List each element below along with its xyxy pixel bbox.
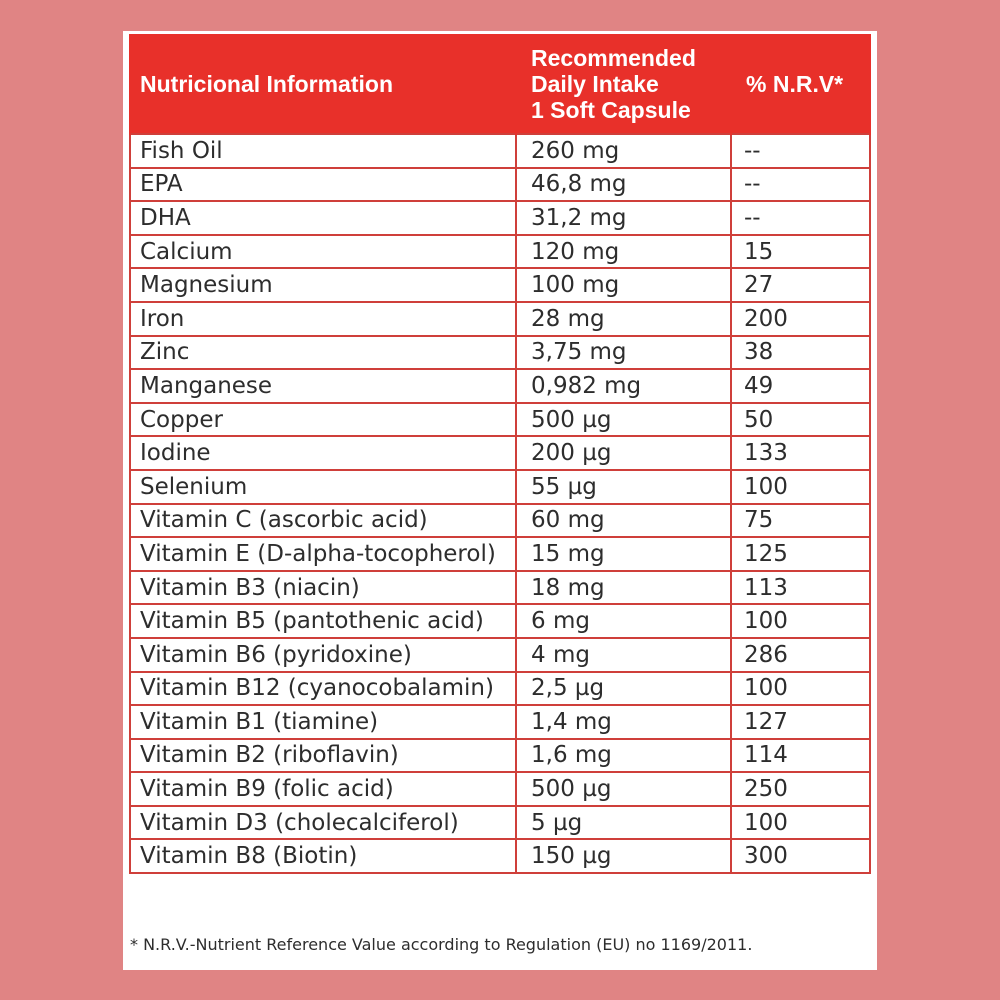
table-row: [130, 806, 870, 840]
intake-cell: 100 mg: [516, 268, 731, 302]
table-row: [130, 268, 870, 302]
intake-cell: 500 µg: [516, 403, 731, 437]
intake-cell: 5 µg: [516, 806, 731, 840]
intake-cell: 1,4 mg: [516, 705, 731, 739]
table-row: [130, 235, 870, 269]
nrv-cell: --: [731, 134, 870, 168]
nutrient-cell: Magnesium: [130, 268, 516, 302]
header-intake-line1: Recommended: [531, 44, 696, 71]
footnote: * N.R.V.-Nutrient Reference Value according to Regulation (EU) no 1169/2011.: [130, 935, 753, 954]
nrv-cell: 100: [731, 806, 870, 840]
intake-cell: 46,8 mg: [516, 168, 731, 202]
nutrient-cell: Vitamin D3 (cholecalciferol): [130, 806, 516, 840]
nutrient-cell: Copper: [130, 403, 516, 437]
nutrition-table: [129, 34, 871, 874]
nutrient-cell: Vitamin B6 (pyridoxine): [130, 638, 516, 672]
table-row: [130, 739, 870, 773]
nutrient-cell: Vitamin B2 (riboflavin): [130, 739, 516, 773]
nutrition-card: [123, 31, 877, 970]
table-header-row: [130, 34, 870, 134]
intake-cell: 200 µg: [516, 436, 731, 470]
nutrient-cell: Vitamin B1 (tiamine): [130, 705, 516, 739]
nutrient-cell: Vitamin B8 (Biotin): [130, 839, 516, 873]
nutrient-cell: Calcium: [130, 235, 516, 269]
nrv-cell: 100: [731, 604, 870, 638]
nutrient-cell: Zinc: [130, 336, 516, 370]
intake-cell: 31,2 mg: [516, 201, 731, 235]
table-row: [130, 336, 870, 370]
table-row: [130, 604, 870, 638]
table-row: [130, 504, 870, 538]
nrv-cell: 15: [731, 235, 870, 269]
intake-cell: 0,982 mg: [516, 369, 731, 403]
nutrient-cell: Vitamin C (ascorbic acid): [130, 504, 516, 538]
nrv-cell: 125: [731, 537, 870, 571]
nutrient-cell: DHA: [130, 201, 516, 235]
table-row: [130, 168, 870, 202]
nrv-cell: 300: [731, 839, 870, 873]
table-row: [130, 537, 870, 571]
table-row: [130, 201, 870, 235]
nutrient-cell: Vitamin B12 (cyanocobalamin): [130, 672, 516, 706]
nrv-cell: 286: [731, 638, 870, 672]
nutrient-cell: Manganese: [130, 369, 516, 403]
nrv-cell: 127: [731, 705, 870, 739]
intake-cell: 4 mg: [516, 638, 731, 672]
nutrient-cell: EPA: [130, 168, 516, 202]
table-row: [130, 403, 870, 437]
intake-cell: 3,75 mg: [516, 336, 731, 370]
nrv-cell: --: [731, 201, 870, 235]
intake-cell: 55 µg: [516, 470, 731, 504]
nrv-cell: 100: [731, 672, 870, 706]
intake-cell: 1,6 mg: [516, 739, 731, 773]
nrv-cell: 49: [731, 369, 870, 403]
table-row: [130, 571, 870, 605]
table-row: [130, 436, 870, 470]
nrv-cell: 50: [731, 403, 870, 437]
header-intake-line3: 1 Soft Capsule: [531, 96, 691, 123]
nrv-cell: 113: [731, 571, 870, 605]
nrv-cell: 200: [731, 302, 870, 336]
table-row: [130, 638, 870, 672]
nrv-cell: --: [731, 168, 870, 202]
nutrient-cell: Vitamin E (D-alpha-tocopherol): [130, 537, 516, 571]
nutrient-cell: Fish Oil: [130, 134, 516, 168]
nrv-cell: 38: [731, 336, 870, 370]
header-nutrient: Nutricional Information: [130, 34, 516, 134]
intake-cell: 120 mg: [516, 235, 731, 269]
nrv-cell: 133: [731, 436, 870, 470]
nrv-cell: 75: [731, 504, 870, 538]
header-intake: [516, 34, 731, 134]
nutrient-cell: Vitamin B9 (folic acid): [130, 772, 516, 806]
intake-cell: 28 mg: [516, 302, 731, 336]
nrv-cell: 100: [731, 470, 870, 504]
table-row: [130, 369, 870, 403]
table-row: [130, 705, 870, 739]
intake-cell: 500 µg: [516, 772, 731, 806]
nrv-cell: 114: [731, 739, 870, 773]
header-nrv: % N.R.V*: [731, 34, 870, 134]
table-row: [130, 302, 870, 336]
table-row: [130, 839, 870, 873]
nutrient-cell: Vitamin B3 (niacin): [130, 571, 516, 605]
table-row: [130, 470, 870, 504]
nrv-cell: 27: [731, 268, 870, 302]
header-intake-line2: Daily Intake: [531, 70, 659, 97]
intake-cell: 2,5 µg: [516, 672, 731, 706]
nutrient-cell: Selenium: [130, 470, 516, 504]
table-row: [130, 772, 870, 806]
table-row: [130, 672, 870, 706]
table-row: [130, 134, 870, 168]
intake-cell: 60 mg: [516, 504, 731, 538]
nutrient-cell: Iron: [130, 302, 516, 336]
nutrient-cell: Vitamin B5 (pantothenic acid): [130, 604, 516, 638]
intake-cell: 6 mg: [516, 604, 731, 638]
intake-cell: 260 mg: [516, 134, 731, 168]
intake-cell: 18 mg: [516, 571, 731, 605]
intake-cell: 15 mg: [516, 537, 731, 571]
nrv-cell: 250: [731, 772, 870, 806]
nutrient-cell: Iodine: [130, 436, 516, 470]
intake-cell: 150 µg: [516, 839, 731, 873]
